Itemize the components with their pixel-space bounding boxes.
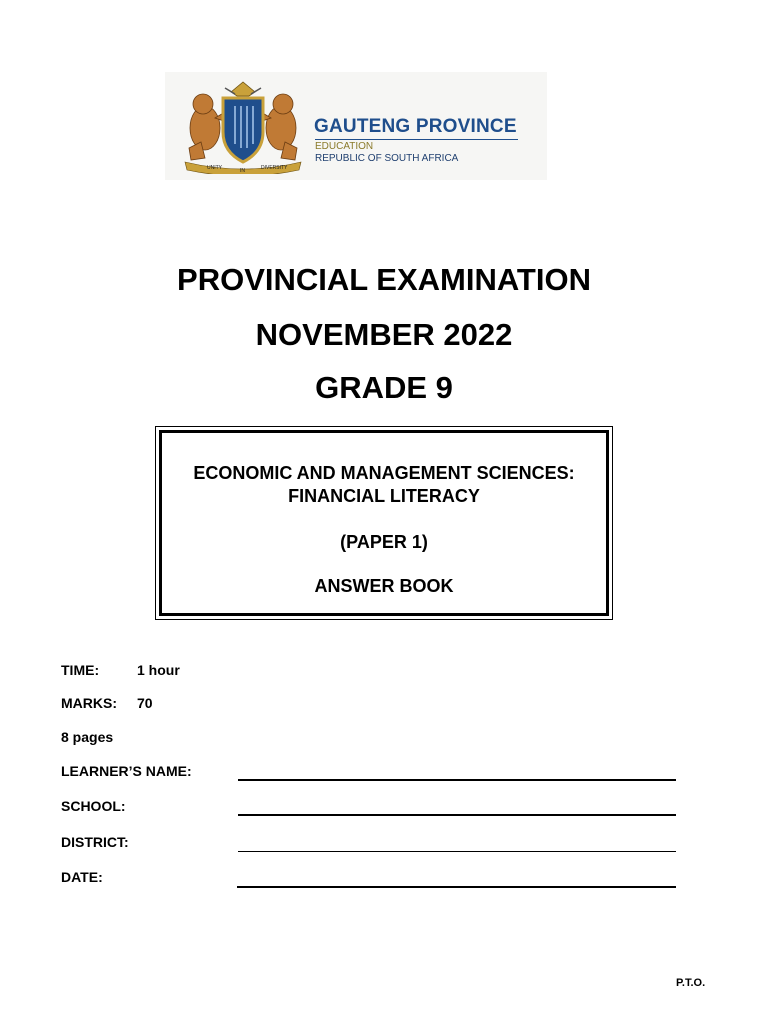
pto-note: P.T.O.: [676, 977, 706, 989]
coat-of-arms-logo: [179, 78, 307, 174]
subject-line-1: ECONOMIC AND MANAGEMENT SCIENCES:: [193, 463, 575, 483]
date-line[interactable]: [237, 886, 676, 888]
subject-box-inner: [159, 430, 609, 616]
paper-label: (PAPER 1): [340, 532, 428, 552]
marks-value: 70: [137, 695, 153, 711]
page-count: 8 pages: [61, 729, 114, 745]
district-line[interactable]: [238, 851, 676, 852]
motto-right: DIVERSITY: [261, 165, 288, 171]
time-value: 1 hour: [137, 662, 180, 678]
exam-title: PROVINCIAL EXAMINATION: [177, 262, 591, 297]
school-line[interactable]: [238, 814, 676, 816]
country-name: REPUBLIC OF SOUTH AFRICA: [315, 153, 459, 164]
motto-left: UNITY: [207, 165, 222, 171]
answer-book-label: ANSWER BOOK: [314, 576, 454, 596]
time-label: TIME:: [61, 662, 100, 678]
province-name: GAUTENG PROVINCE: [314, 116, 517, 137]
learner-name-line[interactable]: [238, 779, 676, 781]
exam-date: NOVEMBER 2022: [255, 317, 513, 352]
learner-name-label: LEARNER’S NAME:: [61, 763, 192, 779]
logo-banner: [165, 72, 547, 180]
district-label: DISTRICT:: [61, 834, 129, 850]
school-label: SCHOOL:: [61, 798, 126, 814]
motto-mid: IN: [240, 168, 245, 174]
province-underline: [315, 139, 518, 140]
grade-heading: GRADE 9: [315, 370, 453, 405]
subject-box: [155, 426, 613, 620]
department-name: EDUCATION: [315, 141, 374, 152]
subject-line-2: FINANCIAL LITERACY: [288, 486, 480, 506]
marks-label: MARKS:: [61, 695, 117, 711]
date-label: DATE:: [61, 869, 103, 885]
